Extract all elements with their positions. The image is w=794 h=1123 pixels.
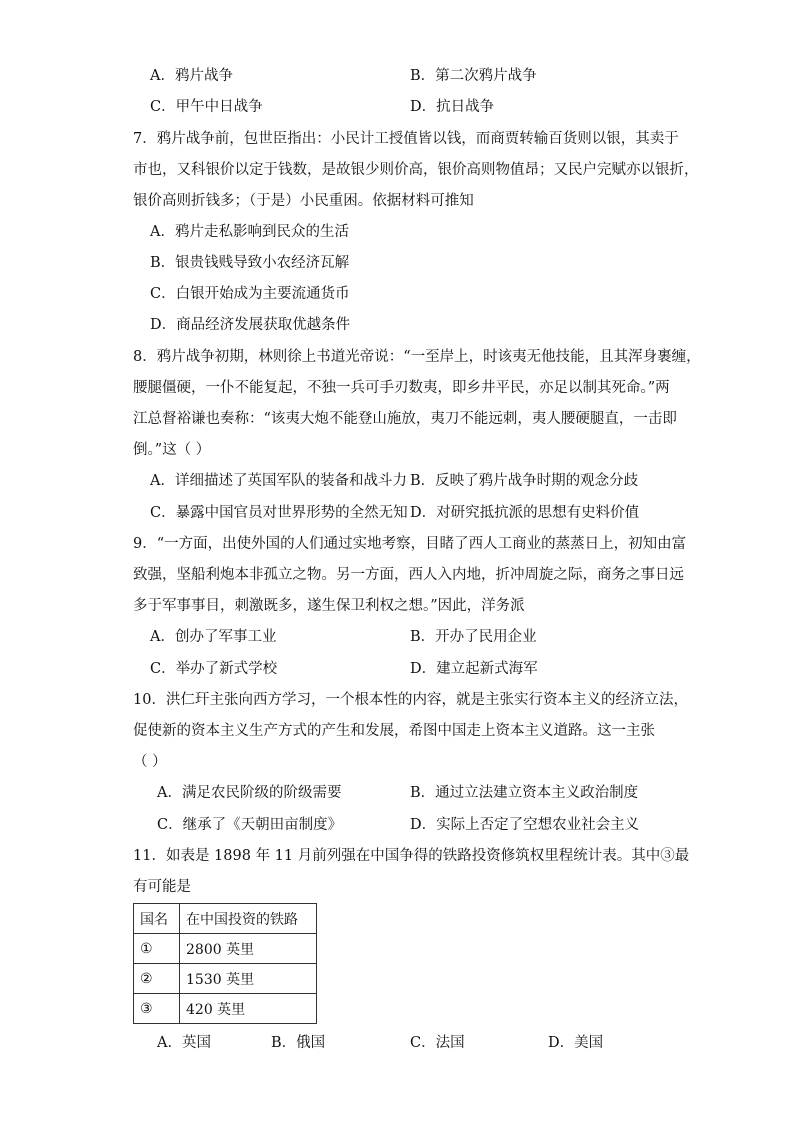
q7-option-b[interactable]: B．银贵钱贱导致小农经济瓦解 [150,255,350,271]
table-header-cell: 国名 [134,904,180,934]
q8-option-c[interactable]: C．暴露中国官员对世界形势的全然无知 [150,505,408,521]
q7-stem-line-1: 7．鸦片战争前，包世臣指出：小民计工授值皆以钱，而商贾转输百货则以银，其卖于 [133,131,679,147]
q11-option-a[interactable]: A．英国 [157,1035,211,1051]
q9-option-b[interactable]: B．开办了民用企业 [410,629,537,645]
q10-option-d[interactable]: D．实际上否定了空想农业社会主义 [410,817,640,833]
q8-option-a[interactable]: A．详细描述了英国军队的装备和战斗力 [150,473,407,489]
q9-stem-line-2: 致强，坚船利炮本非孤立之物。另一方面，西人入内地，折冲周旋之际，商务之事日远 [133,567,684,583]
q6-option-c[interactable]: C．甲午中日战争 [150,99,263,115]
table-cell: 420 英里 [180,994,317,1024]
q9-option-d[interactable]: D．建立起新式海军 [410,661,538,677]
q8-stem-line-2: 腰腿僵硬，一仆不能复起，不独一兵可手刃数夷，即乡井平民，亦足以制其死命。”两 [133,380,670,396]
q11-option-d[interactable]: D．美国 [548,1035,604,1051]
table-row [134,964,317,994]
table-cell: 1530 英里 [180,964,317,994]
q7-stem-line-2: 市也，又科银价以定于钱数，是故银少则价高，银价高则物值昂；又民户完赋亦以银折， [133,162,699,178]
q8-stem-line-3: 江总督裕谦也奏称：“该夷大炮不能登山施放，夷刀不能远刺，夷人腰硬腿直，一击即 [133,411,677,427]
q7-option-c[interactable]: C．白银开始成为主要流通货币 [150,286,350,302]
q7-option-a[interactable]: A．鸦片走私影响到民众的生活 [150,224,349,240]
railway-stats-table [133,903,317,1024]
q10-stem-line-2: 促使新的资本主义生产方式的产生和发展，希图中国走上资本主义道路。这一主张 [133,723,655,739]
table-header-cell: 在中国投资的铁路 [180,904,317,934]
q6-option-b[interactable]: B．第二次鸦片战争 [410,68,537,84]
q8-stem-line-4: 倒。”这（ ） [133,442,211,458]
table-cell: ② [134,964,180,994]
q9-stem-line-1: 9．“一方面，出使外国的人们通过实地考察，目睹了西人工商业的蒸蒸日上，初知由富 [133,536,687,552]
q11-stem-line-1: 11．如表是 1898 年 11 月前列强在中国争得的铁路投资修筑权里程统计表。其中③最 [133,848,690,864]
q9-option-a[interactable]: A．创办了军事工业 [150,629,277,645]
q10-option-c[interactable]: C．继承了《天朝田亩制度》 [157,817,343,833]
table-cell: ① [134,934,180,964]
q10-stem-line-3: （ ） [133,754,167,770]
q8-stem-line-1: 8．鸦片战争初期，林则徐上书道光帝说：“一至岸上，时该夷无他技能，且其浑身裹缠， [133,349,701,365]
q6-option-d[interactable]: D．抗日战争 [410,99,495,115]
q8-option-b[interactable]: B．反映了鸦片战争时期的观念分歧 [410,473,639,489]
table-row [134,934,317,964]
q11-stem-line-2: 有可能是 [133,879,191,895]
table-cell: 2800 英里 [180,934,317,964]
q11-option-b[interactable]: B．俄国 [271,1035,326,1051]
q10-stem-line-1: 10．洪仁玕主张向西方学习，一个根本性的内容，就是主张实行资本主义的经济立法， [133,692,688,708]
q9-stem-line-3: 多于军事事目，刺激既多，遂生保卫利权之想。”因此，洋务派 [133,598,525,614]
q11-option-c[interactable]: C．法国 [410,1035,465,1051]
q9-option-c[interactable]: C．举办了新式学校 [150,661,278,677]
q10-option-a[interactable]: A．满足农民阶级的阶级需要 [157,785,342,801]
q10-option-b[interactable]: B．通过立法建立资本主义政治制度 [410,785,639,801]
table-header-row [134,904,317,934]
q6-option-a[interactable]: A．鸦片战争 [150,68,233,84]
q7-stem-line-3: 银价高则折钱多；（于是）小民重困。依据材料可推知 [133,193,474,209]
q8-option-d[interactable]: D．对研究抵抗派的思想有史料价值 [410,505,640,521]
table-row [134,994,317,1024]
table-cell: ③ [134,994,180,1024]
q7-option-d[interactable]: D．商品经济发展获取优越条件 [150,317,351,333]
